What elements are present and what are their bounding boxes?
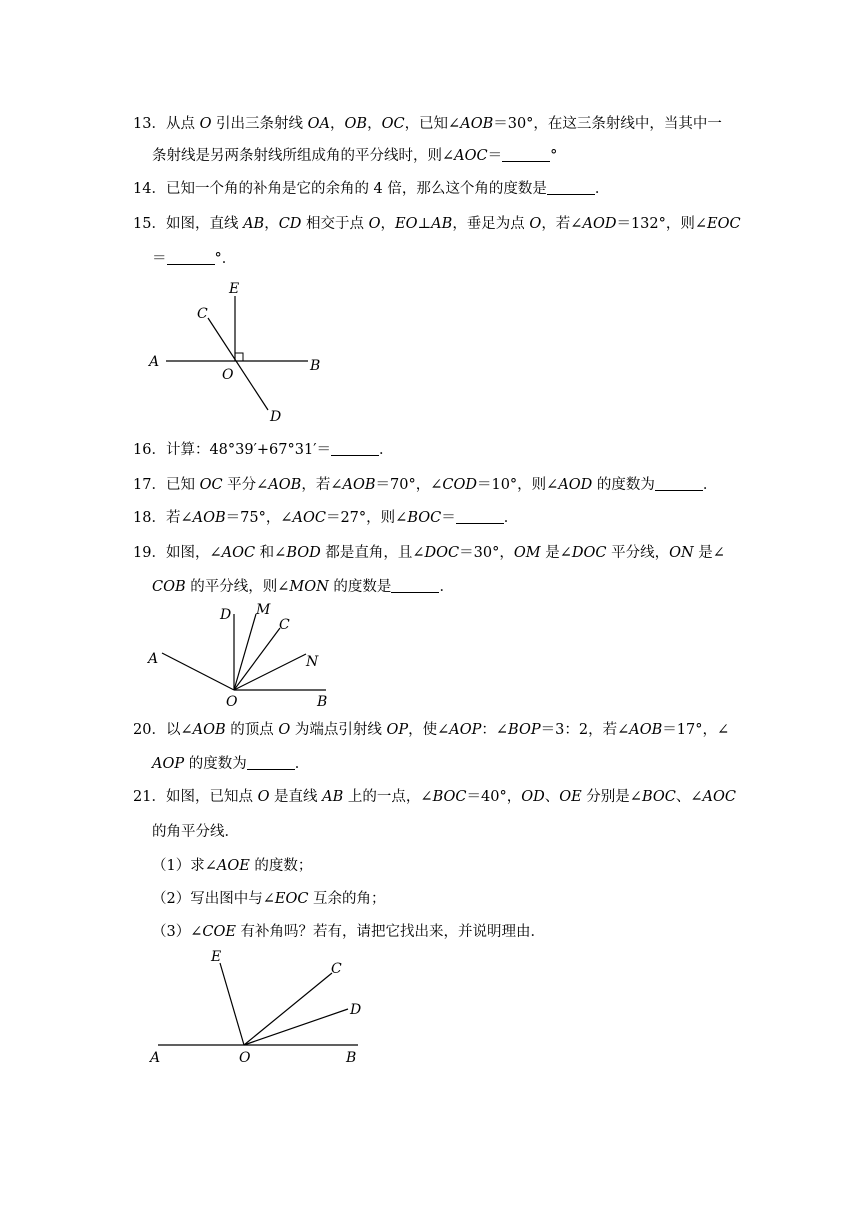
question-number: 19． (133, 545, 166, 561)
q13-line1: 13．从点 O 引出三条射线 OA，OB，OC，已知∠AOB＝30°，在这三条射线中，当其中一 (133, 116, 722, 132)
q16-line: 16．计算：48°39′+67°31′＝ ． (133, 442, 394, 458)
label-n: N (306, 654, 319, 670)
answer-blank (547, 180, 595, 195)
label-a: A (149, 354, 160, 370)
answer-blank (655, 476, 703, 491)
label-d: D (220, 607, 232, 623)
label-c: C (331, 961, 342, 977)
ray-oc (244, 973, 332, 1045)
question-number: 16． (133, 442, 166, 458)
ray-oa (162, 653, 234, 690)
label-b: B (317, 694, 328, 710)
q15-line2: ＝ °． (152, 251, 237, 267)
q21-part3: （3）∠COE 有补角吗？若有，请把它找出来，并说明理由． (152, 924, 546, 940)
q21-line1: 21．如图，已知点 O 是直线 AB 上的一点，∠BOC＝40°，OD、OE 分别是∠BOC、∠AOC (133, 789, 737, 805)
ray-on (234, 654, 306, 690)
label-d: D (270, 409, 282, 425)
q21-figure (140, 945, 380, 1067)
ray-oc (234, 628, 280, 690)
q19-line1: 19．如图，∠AOC 和∠BOD 都是直角，且∠DOC＝30°，OM 是∠DOC 平分线，ON 是∠ (133, 545, 725, 561)
label-c: C (197, 306, 208, 322)
question-number: 21． (133, 789, 166, 805)
answer-blank (331, 441, 379, 456)
q13-line2: 条射线是另两条射线所组成角的平分线时，则∠AOC＝ ° (152, 148, 558, 164)
q20-line2: AOP 的度数为 ． (152, 756, 310, 772)
ray-od (244, 1009, 348, 1045)
line-cd (208, 318, 268, 410)
label-b: B (310, 358, 321, 374)
q19-line2: COB 的平分线，则∠MON 的度数是 ． (152, 579, 454, 595)
label-e: E (229, 281, 240, 297)
label-c: C (279, 617, 290, 633)
label-a: A (148, 651, 159, 667)
q19-figure (140, 600, 350, 712)
q14-line: 14．已知一个角的补角是它的余角的 4 倍，那么这个角的度数是 ． (133, 181, 610, 197)
q18-line: 18．若∠AOB＝75°，∠AOC＝27°，则∠BOC＝ ． (133, 510, 519, 526)
label-o: O (239, 1050, 251, 1066)
label-o: O (222, 367, 234, 383)
question-number: 13． (133, 116, 166, 132)
q15-figure (140, 278, 340, 428)
right-angle-mark (235, 353, 243, 361)
label-o: O (226, 694, 238, 710)
ray-om (234, 614, 256, 690)
answer-blank (456, 509, 504, 524)
q20-line1: 20．以∠AOB 的顶点 O 为端点引射线 OP，使∠AOP：∠BOP＝3：2，若∠AOB＝17°，∠ (133, 722, 730, 738)
question-number: 20． (133, 722, 166, 738)
question-number: 15． (133, 216, 166, 232)
label-a: A (150, 1050, 161, 1066)
q21-line2: 的角平分线． (152, 824, 239, 840)
answer-blank (502, 147, 550, 162)
answer-blank (391, 578, 439, 593)
q15-line1: 15．如图，直线 AB，CD 相交于点 O，EO⊥AB，垂足为点 O，若∠AOD＝132°，则∠EOC (133, 216, 741, 232)
q17-line: 17．已知 OC 平分∠AOB，若∠AOB＝70°，∠COD＝10°，则∠AOD 的度数为 ． (133, 477, 718, 493)
answer-blank (247, 755, 295, 770)
answer-blank (167, 250, 215, 265)
question-number: 18． (133, 510, 166, 526)
question-number: 14． (133, 181, 166, 197)
q21-part1: （1）求∠AOE 的度数； (152, 858, 313, 874)
question-number: 17． (133, 477, 166, 493)
label-b: B (346, 1050, 357, 1066)
label-e: E (211, 949, 222, 965)
ray-oe (220, 963, 244, 1045)
q21-part2: （2）写出图中与∠EOC 互余的角； (152, 891, 386, 907)
label-d: D (350, 1002, 362, 1018)
label-m: M (256, 602, 271, 618)
